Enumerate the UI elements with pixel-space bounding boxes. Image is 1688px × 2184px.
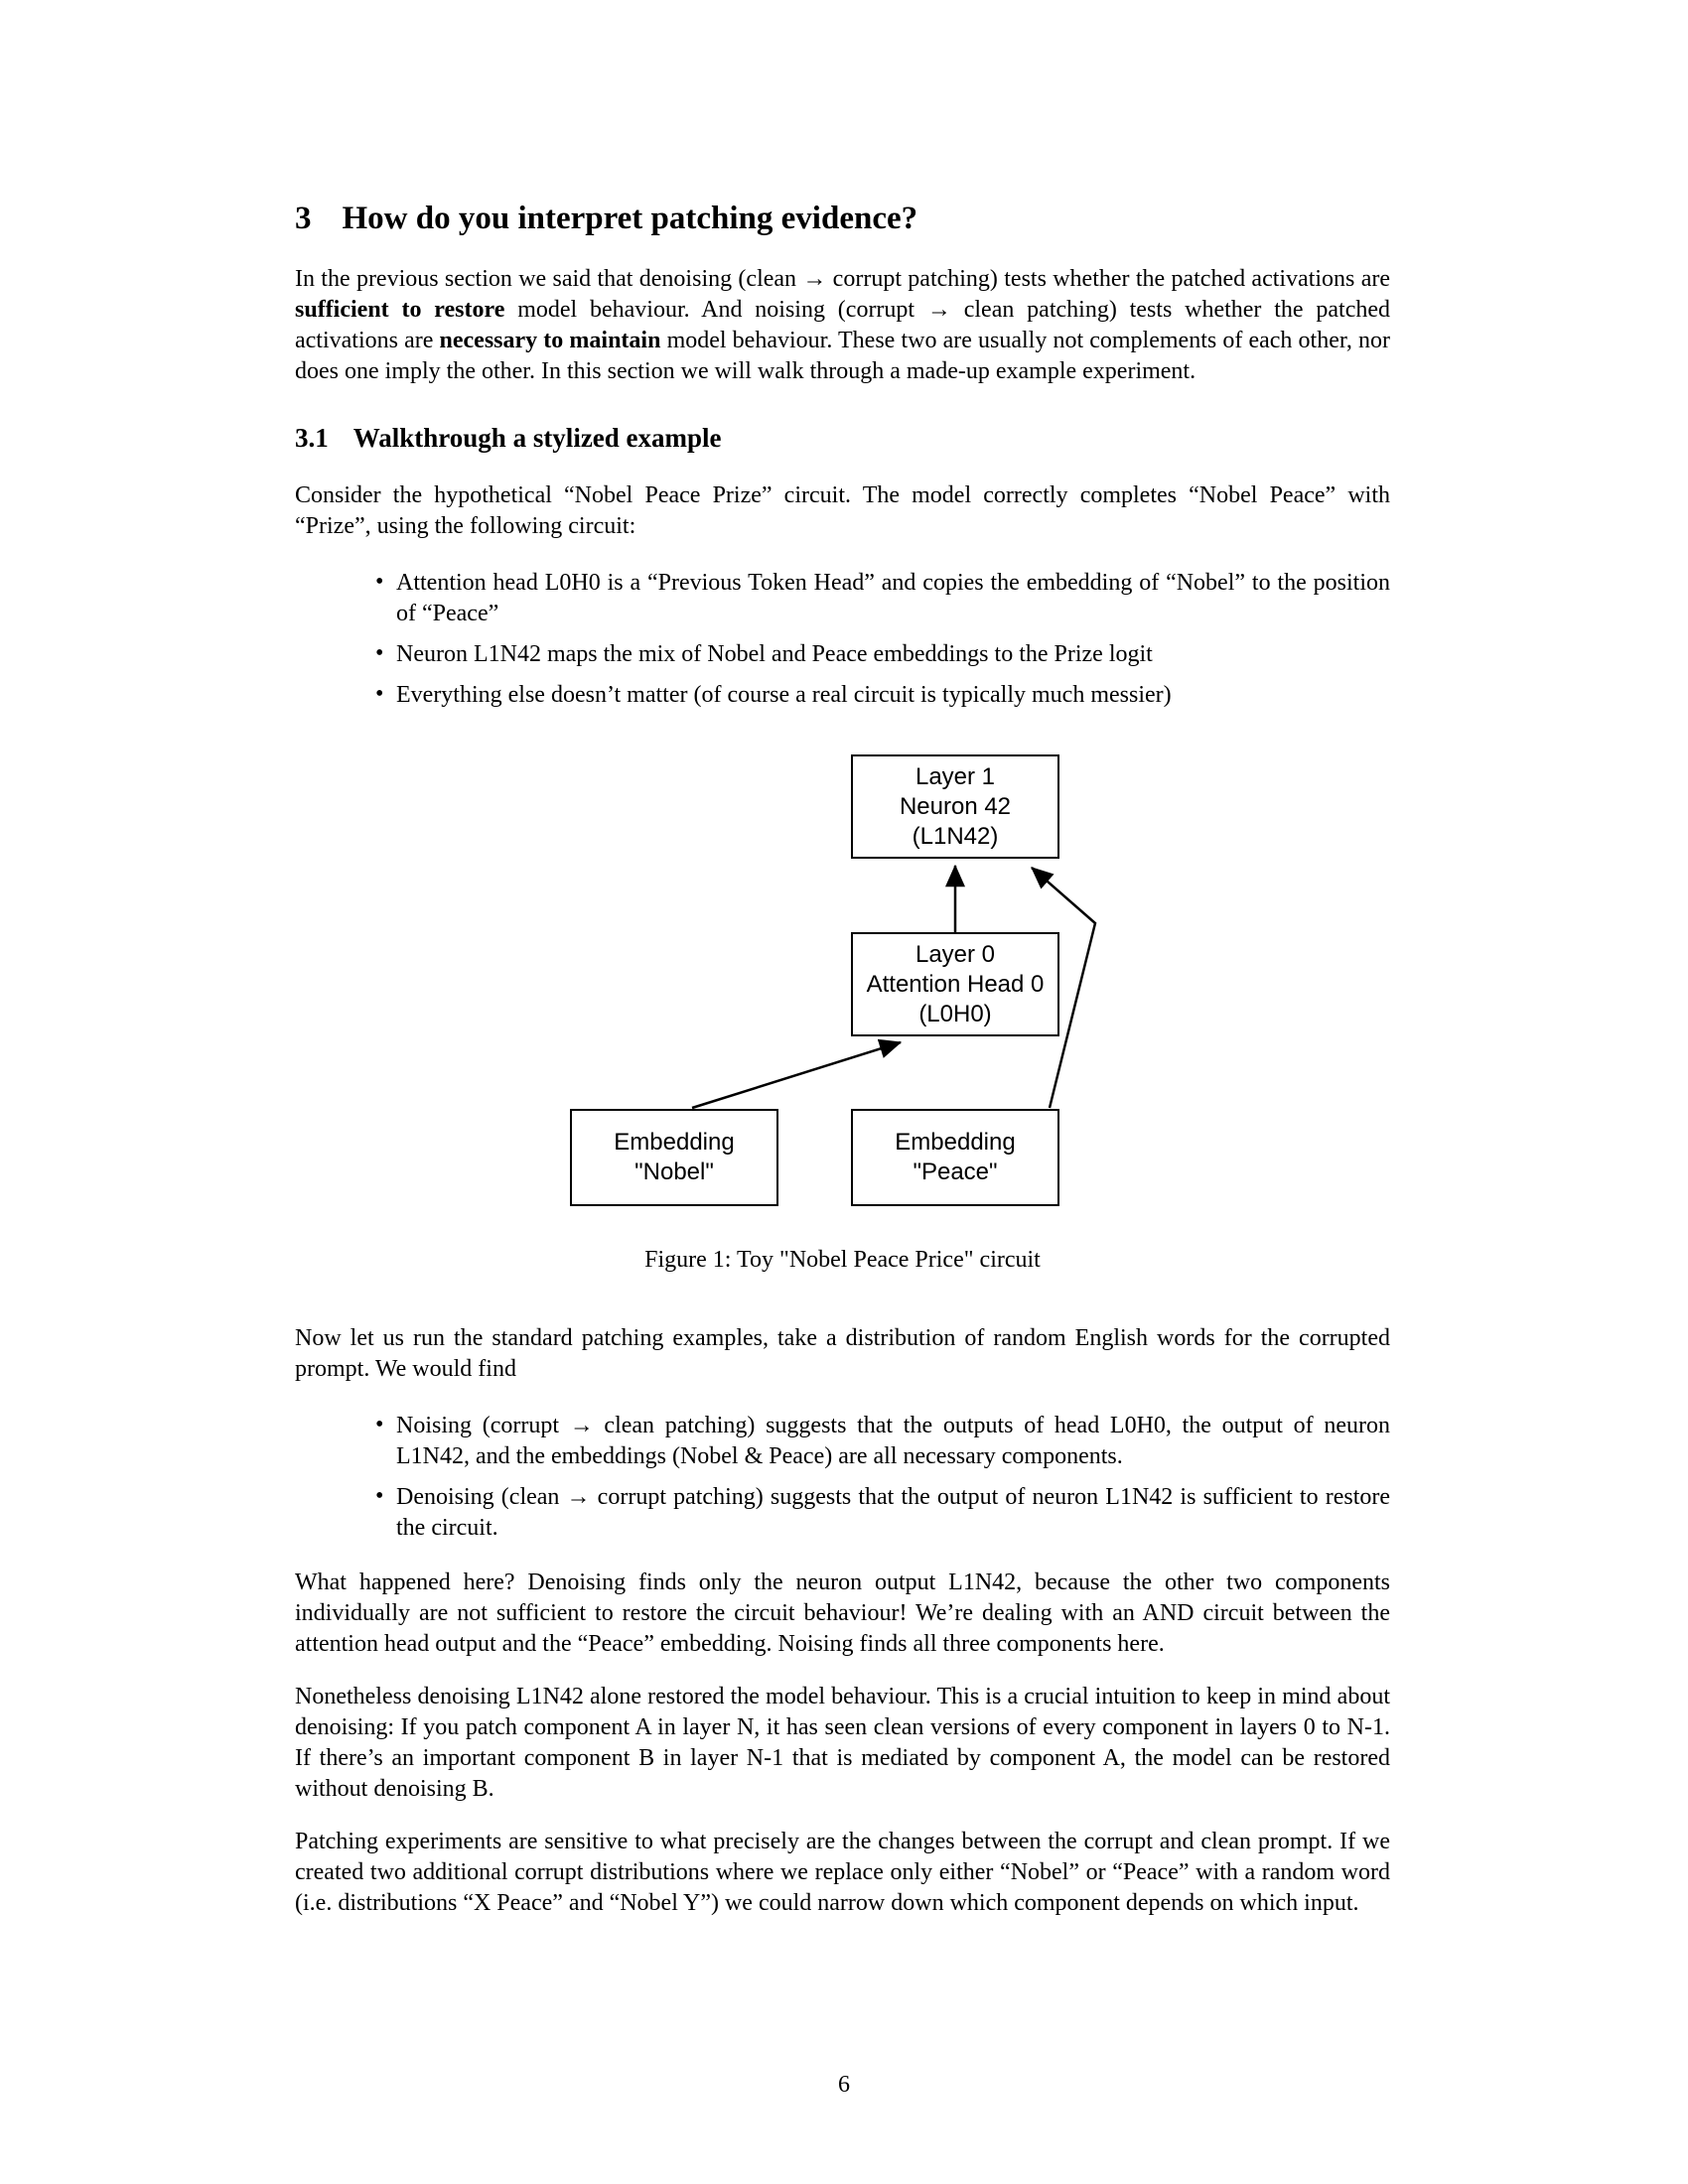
- box-line: (L1N42): [912, 822, 999, 850]
- patching-results-bullet-list: [295, 1411, 1390, 1544]
- list-item-text: Everything else doesn’t matter (of course a real circuit is typically much messier): [396, 682, 1172, 708]
- bullet-icon: •: [375, 1483, 384, 1509]
- figure-caption: Figure 1: Toy "Nobel Peace Price" circuit: [644, 1247, 1041, 1273]
- paragraph-what-happened: What happened here? Denoising finds only the neuron output L1N42, because the other two components individually are not sufficient to restore the circuit behaviour! We’re dealing with an AND circuit between the attention head output and the “Peace” embedding. Noising finds all three components here.: [295, 1570, 1390, 1657]
- arrow-nobel-to-l0h0: [692, 1042, 901, 1108]
- box-line: (L0H0): [918, 1000, 992, 1027]
- diagram-box-embedding-nobel: [570, 1109, 778, 1206]
- text-run-bold: necessary to maintain: [439, 328, 661, 353]
- box-line: Attention Head 0: [866, 970, 1045, 998]
- bullet-icon: •: [375, 1412, 384, 1437]
- box-line: Embedding: [614, 1129, 735, 1156]
- intro-paragraph: [295, 264, 1390, 387]
- diagram-box-embedding-peace: [851, 1109, 1059, 1206]
- subsection-title: Walkthrough a stylized example: [352, 423, 722, 453]
- section-heading: [295, 199, 1390, 238]
- section-title: How do you interpret patching evidence?: [342, 201, 918, 236]
- paragraph-nonetheless: Nonetheless denoising L1N42 alone restored the model behaviour. This is a crucial intuition to keep in mind about denoising: If you patch component A in layer N, it has seen clean versions of every component in layers 0 to N-1. If there’s an important component B in layer N-1 that is mediated by component A, the model can be restored without denoising B.: [295, 1684, 1390, 1802]
- subsection-heading: [295, 421, 1390, 455]
- box-line: "Peace": [913, 1159, 998, 1185]
- text-run: model behaviour. These two are usually not complements of each other, nor does one imply the other. In this section we will walk through a made-up example experiment.: [295, 328, 1391, 384]
- section-number: 3: [295, 201, 312, 236]
- diagram-box-l1n42: [851, 754, 1059, 859]
- circuit-bullet-list: [295, 568, 1390, 711]
- list-item: [295, 1482, 1390, 1544]
- paragraph-now-let-us: Now let us run the standard patching examples, take a distribution of random English words for the corrupted prompt. We would find: [295, 1325, 1390, 1382]
- list-item-text: Denoising (clean → corrupt patching) suggests that the output of neuron L1N42 is sufficient to restore the circuit.: [396, 1484, 1390, 1541]
- list-item-text: Neuron L1N42 maps the mix of Nobel and Peace embeddings to the Prize logit: [396, 641, 1153, 667]
- page-content: [295, 0, 1390, 1919]
- box-line: Layer 1: [914, 762, 996, 790]
- diagram-box-l0h0: [851, 932, 1059, 1036]
- list-item-text: Attention head L0H0 is a “Previous Token Head” and copies the embedding of “Nobel” to the position of “Peace”: [396, 570, 1390, 626]
- bullet-icon: •: [375, 640, 384, 666]
- list-item-text: Noising (corrupt → clean patching) suggests that the outputs of head L0H0, the output of neuron L1N42, and the embeddings (Nobel & Peace) are all necessary components.: [396, 1413, 1390, 1469]
- box-line: Layer 0: [914, 940, 996, 968]
- text-run: model behaviour. And noising (corrupt → clean patching) tests whether the patched activations are: [295, 297, 1391, 353]
- paragraph-patching-experiments: Patching experiments are sensitive to what precisely are the changes between the corrupt and clean prompt. If we created two additional corrupt distributions where we replace only either “Nobel” or “Peace” with a random word (i.e. distributions “X Peace” and “Nobel Y”) we could narrow down which component depends on which input.: [295, 1829, 1390, 1916]
- box-line: Embedding: [895, 1129, 1016, 1156]
- box-line: Neuron 42: [899, 792, 1012, 820]
- list-item: [295, 1411, 1390, 1472]
- page-number: 6: [838, 2072, 850, 2098]
- circuit-arrows-graphic: [295, 754, 1390, 1206]
- circuit-diagram-figure: [295, 754, 1390, 1206]
- list-item: [295, 568, 1390, 629]
- bullet-icon: •: [375, 681, 384, 707]
- paragraph-consider: Consider the hypothetical “Nobel Peace Prize” circuit. The model correctly completes “Nobel Peace” with “Prize”, using the following circuit:: [295, 482, 1390, 539]
- list-item: [295, 680, 1390, 711]
- subsection-number: 3.1: [295, 423, 329, 453]
- box-line: "Nobel": [634, 1159, 714, 1185]
- list-item: [295, 639, 1390, 670]
- bullet-icon: •: [375, 569, 384, 595]
- text-run-bold: sufficient to restore: [295, 297, 505, 323]
- text-run: In the previous section we said that denoising (clean → corrupt patching) tests whether the patched activations are: [295, 266, 1390, 292]
